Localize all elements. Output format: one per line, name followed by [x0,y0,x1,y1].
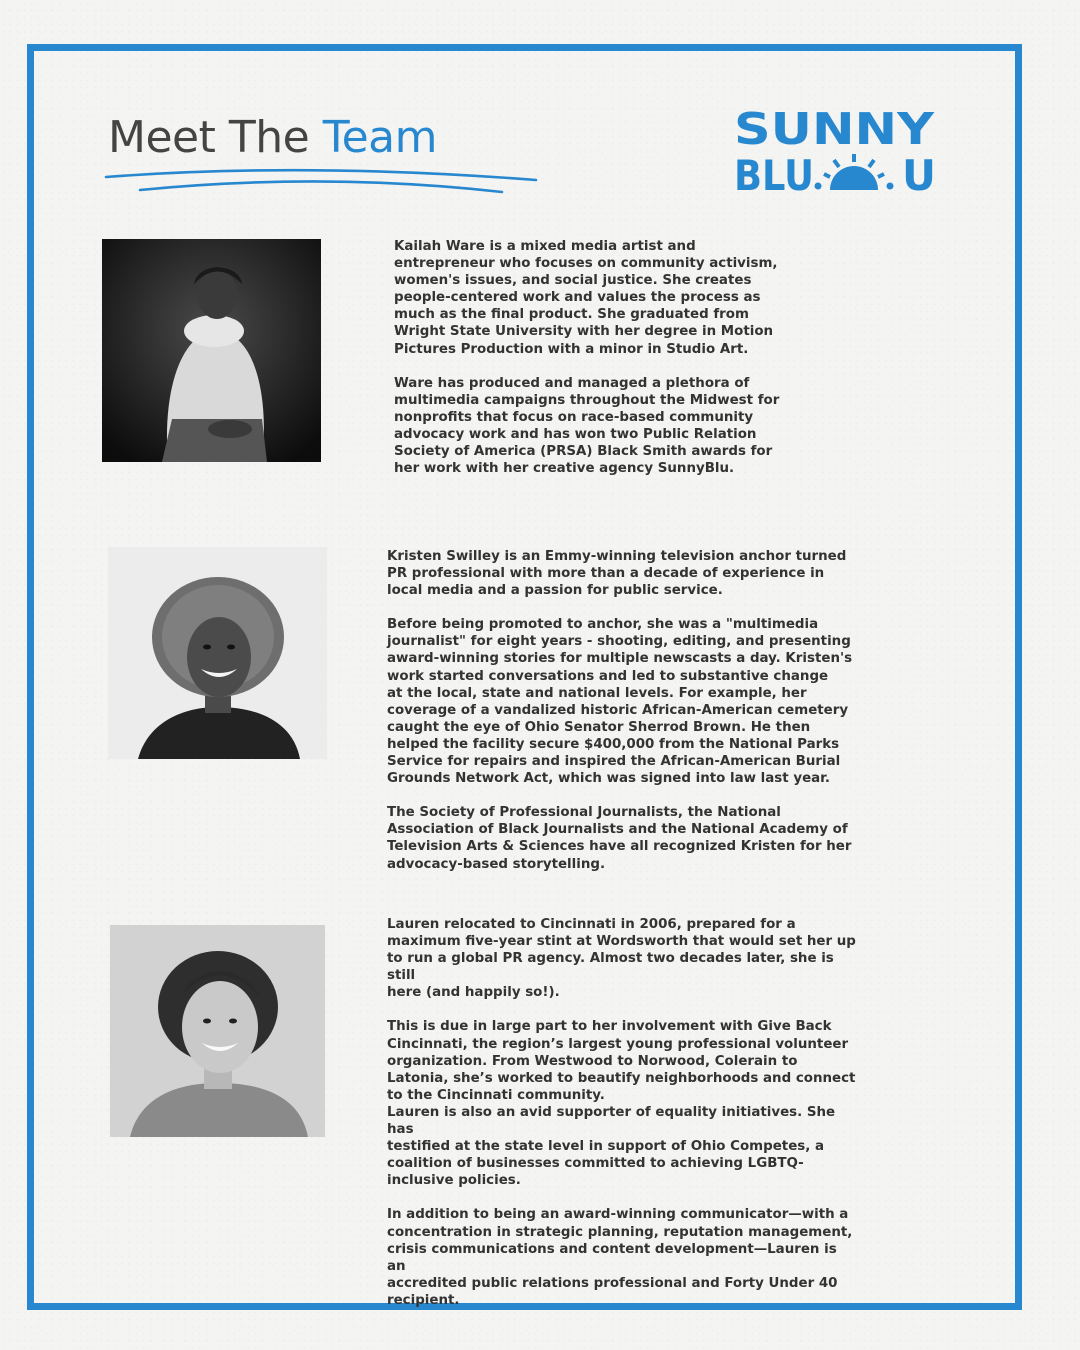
logo-line1: SUNNY [734,104,936,155]
page-title [108,112,437,164]
member-photo-kailah [102,239,321,462]
member-bio-kristen [387,548,857,873]
member-bio-lauren [387,916,857,1309]
bio-paragraph: Kristen Swilley is an Emmy-winning television anchor turned PR professional with more than a decade of experience in local media and a passion for public service. [387,549,847,599]
title-text: Meet The [108,112,310,163]
bio-paragraph: Before being promoted to anchor, she was a "multimedia journalist" for eight years - shooting, editing, and presenting award-winning stories for multiple newscasts a day. Kristen's work started conversations and led to substantive change at the local, state and national levels. For example, her coverage of a vandalized historic African-American cemetery caught the eye of Ohio Senator Sherrod Brown. He then helped the facility secure $400,000 from the National Parks Service for repairs and inspired the African-American Burial Grounds Network Act, which was signed into law last year. [387,617,853,787]
bio-paragraph: The Society of Professional Journalists, the National Association of Black Journalists and the National Academy of Television Arts & Sciences have all recognized Kristen for her advocacy-based storytelling. [387,805,852,872]
bio-paragraph: Kailah Ware is a mixed media artist and entrepreneur who focuses on community activism, women's issues, and social justice. She creates people-centered work and values the process as much as the final product. She graduated from Wright State University with her degree in Motion Pictures Production with a minor in Studio Art. [394,239,778,357]
bio-paragraph: In addition to being an award-winning communicator—with a concentration in strategic planning, reputation management, crisis communications and content development—Lauren is an accredited public relations professional and Forty Under 40 recipient. [387,1207,853,1308]
portrait-photo-icon [102,239,321,462]
bio-paragraph: This is due in large part to her involvement with Give Back Cincinnati, the region’s largest young professional volunteer organization. From Westwood to Norwood, Colerain to Latonia, she’s worked to beautify neighborhoods and connect to the Cincinnati community. Lauren is also an avid supporter of equality initiatives. She has testified at the state level in support of Ohio Competes, a coalition of businesses committed to achieving LGBTQ- inclusive policies. [387,1019,856,1189]
logo-line2-right: U [902,151,936,196]
sunnyblu-logo [732,104,940,196]
title-accent-text: Team [322,112,437,163]
portrait-photo-icon [108,547,327,759]
member-photo-lauren [110,925,325,1137]
portrait-photo-icon [110,925,325,1137]
title-underline-swoosh [104,160,540,200]
bio-paragraph: Lauren relocated to Cincinnati in 2006, prepared for a maximum five-year stint at Wordsworth that would set her up to run a global PR agency. Almost two decades later, she is still here (and happily so!). [387,917,856,1001]
logo-line2-left: BLU [734,151,814,196]
bio-paragraph: Ware has produced and managed a plethora of multimedia campaigns throughout the Midwest for nonprofits that focus on race-based community advocacy work and has won two Public Relation Society of America (PRSA) Black Smith awards for her work with her creative agency SunnyBlu. [394,375,780,477]
member-photo-kristen [108,547,327,759]
member-bio-kailah [394,238,814,477]
